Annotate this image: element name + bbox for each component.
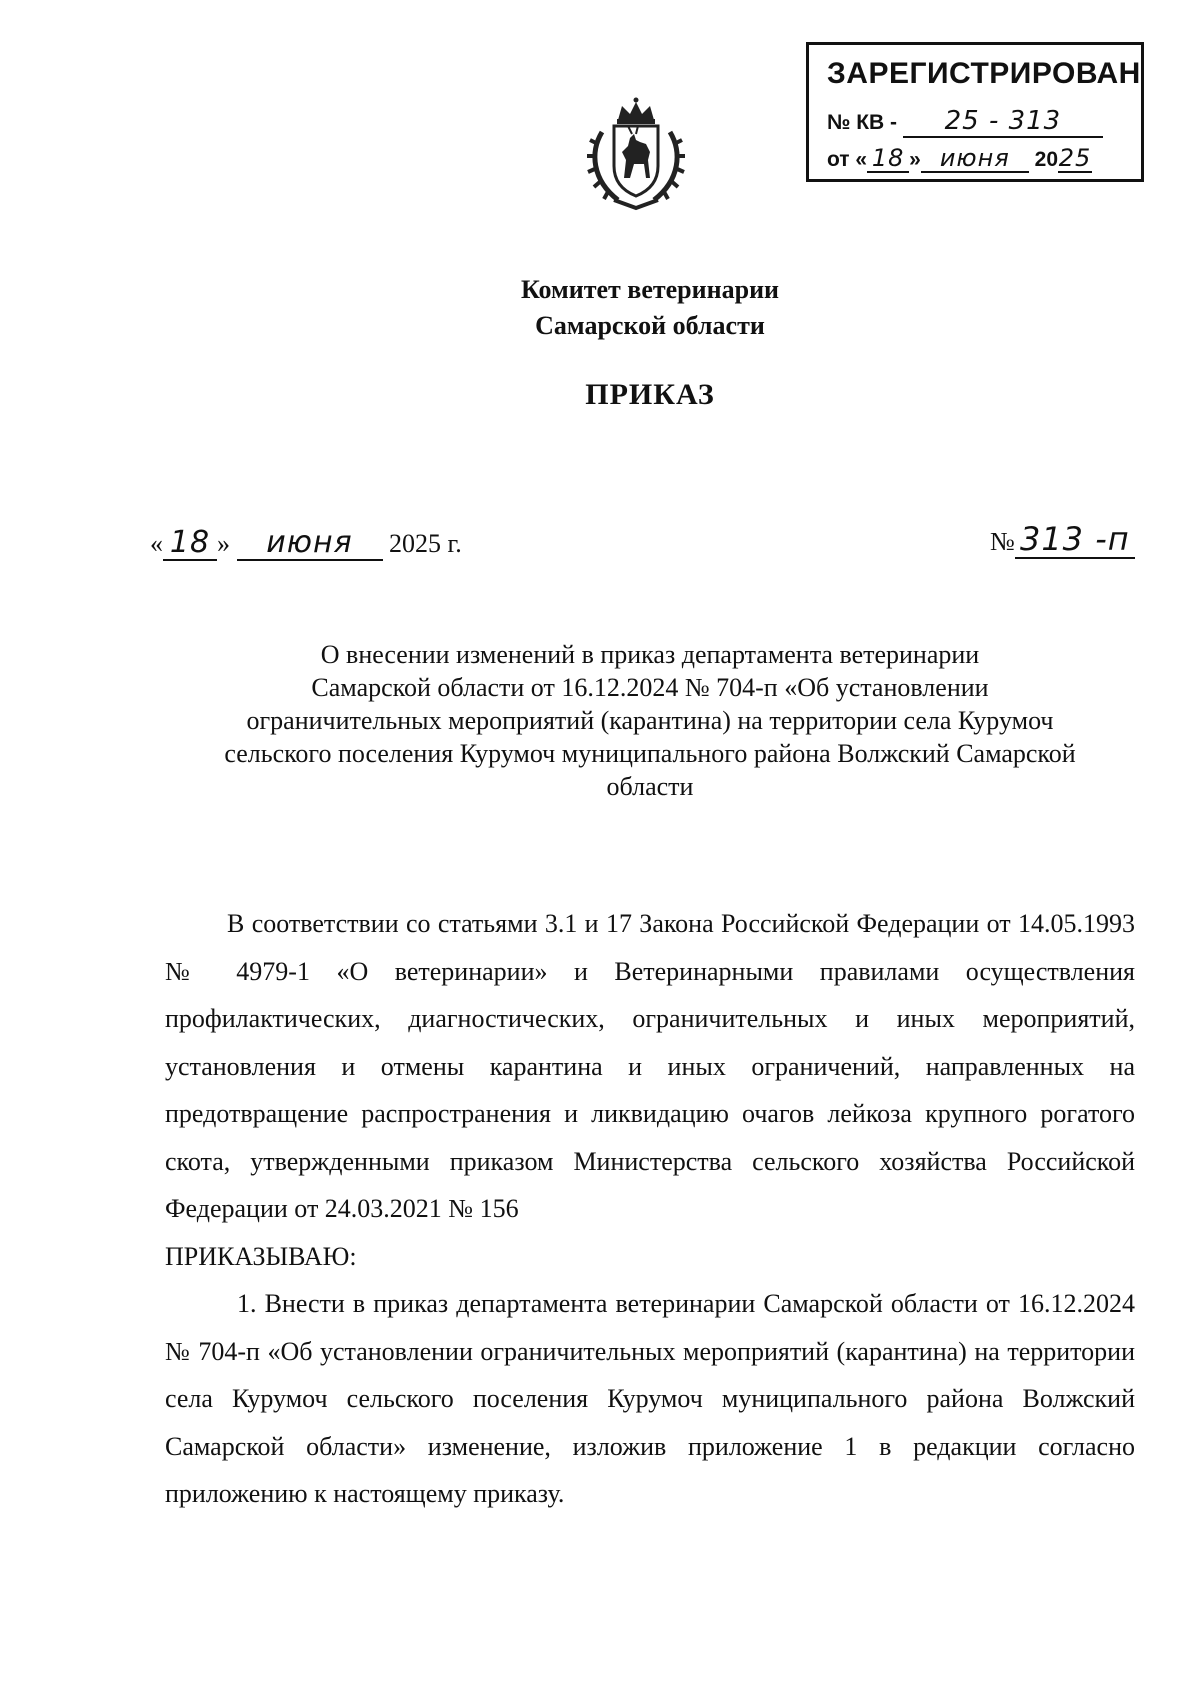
order-number-prefix: №: [990, 527, 1015, 556]
samara-coat-of-arms-icon: [584, 96, 688, 212]
stamp-title: ЗАРЕГИСТРИРОВАН: [827, 57, 1141, 90]
stamp-date-day: 18: [867, 145, 909, 173]
stamp-number-line: [827, 107, 1103, 138]
order-number: [990, 522, 1135, 559]
stamp-year-suffix: 25: [1058, 144, 1092, 172]
order-word: ПРИКАЗЫВАЮ:: [165, 1241, 357, 1271]
order-date-year: 2025 г.: [389, 529, 462, 558]
stamp-date-mid: »: [909, 148, 921, 171]
stamp-number-prefix: № КВ -: [827, 111, 898, 134]
order-date-day: 18: [163, 526, 217, 561]
order-body: [165, 900, 1135, 1518]
preamble-paragraph: В соответствии со статьями 3.1 и 17 Закона Российской Федерации от 14.05.1993 № 4979-1 «О ветеринарии» и Ветеринарными правилами осуществления профилактических, диагностических, ограничительных и иных мероприятий, установления и отмены карантина и иных ограничений, направленных на предотвращение распространения и ликвидацию очагов лейкоза крупного рогатого скота, утвержденными приказом Министерства сельского хозяйства Российской Федерации от 24.03.2021 № 156: [165, 909, 1135, 1223]
document-type-title: ПРИКАЗ: [585, 378, 715, 411]
stamp-date-line: [827, 145, 1092, 173]
order-date-close-quote: »: [217, 529, 230, 558]
stamp-date-prefix: от «: [827, 148, 868, 171]
subject-line: Самарской области от 16.12.2024 № 704-п «Об установлении: [311, 673, 989, 702]
org-name-line2: Самарской области: [535, 311, 765, 340]
stamp-year-prefix: 20: [1034, 148, 1058, 171]
subject-line: О внесении изменений в приказ департамента ветеринарии: [320, 640, 980, 669]
order-item-1: 1. Внести в приказ департамента ветеринарии Самарской области от 16.12.2024 № 704-п «Об установлении ограничительных мероприятий (карантина) на территории села Курумоч сельского поселения Курумоч муниципального района Волжский Самарской области» изменение, изложив приложение 1 в редакции согласно приложению к настоящему приказу.: [165, 1289, 1135, 1508]
org-name-line1: Комитет ветеринарии: [520, 275, 780, 304]
order-date-open-quote: «: [150, 529, 163, 558]
subject-line: сельского поселения Курумоч муниципального района Волжский Самарской: [224, 739, 1076, 768]
stamp-number-value: 25 - 313: [903, 107, 1103, 138]
registration-stamp: [806, 42, 1144, 182]
order-subject: [150, 638, 1150, 803]
stamp-date-month: июня: [921, 145, 1029, 173]
order-date-month: июня: [237, 526, 383, 561]
order-number-value: 313 -п: [1015, 522, 1135, 559]
subject-line: ограничительных мероприятий (карантина) на территории села Курумоч: [246, 706, 1054, 735]
order-date: [150, 526, 462, 561]
subject-line: области: [606, 772, 694, 801]
